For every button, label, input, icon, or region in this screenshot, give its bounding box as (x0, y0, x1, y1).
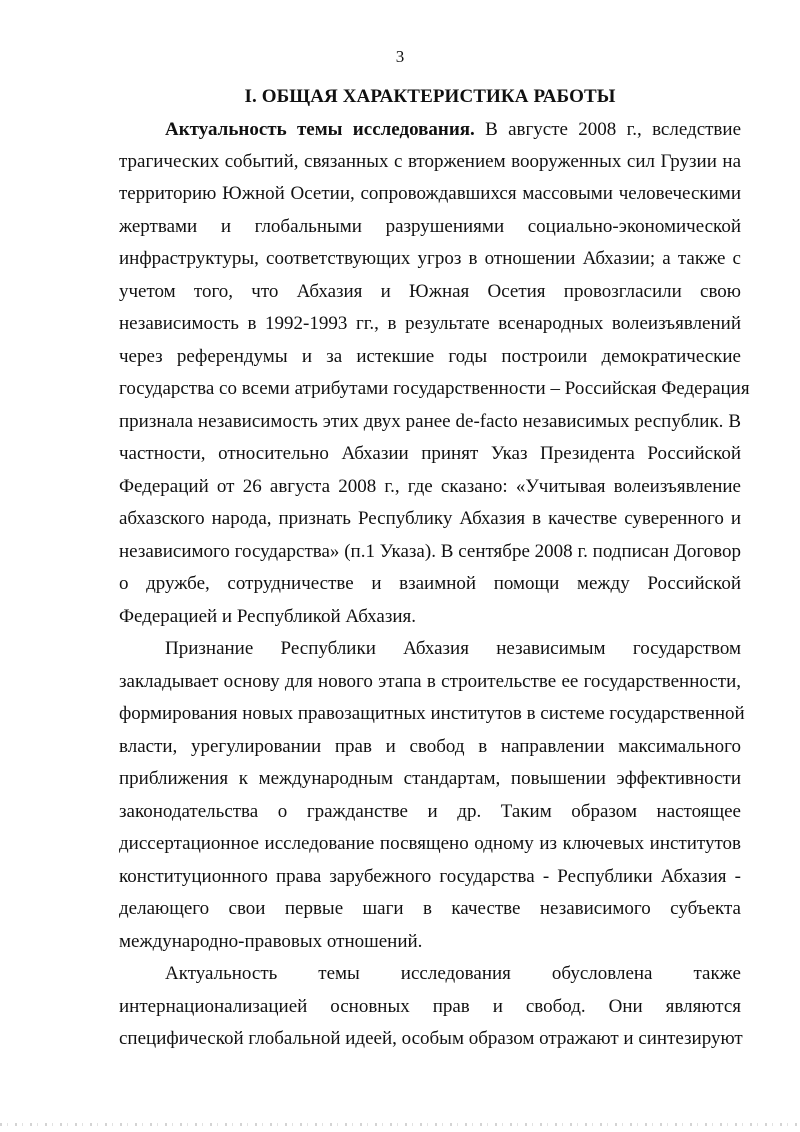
page-number: 3 (395, 47, 405, 66)
paragraph-2-line: приближения к международным стандартам, повышении эффективности (119, 768, 741, 789)
paragraph-1-last-line: Федерацией и Республикой Абхазия. (119, 606, 416, 627)
paragraph-2-line: законодательства о гражданстве и др. Таким образом настоящее (119, 801, 741, 822)
paragraph-1-line: независимого государства» (п.1 Указа). В сентябре 2008 г. подписан Договор (119, 541, 741, 562)
lead-phrase: Актуальность темы исследования. (165, 119, 475, 140)
paragraph-1-line: жертвами и глобальными разрушениями социально-экономической (119, 216, 741, 237)
section-heading: I. ОБЩАЯ ХАРАКТЕРИСТИКА РАБОТЫ (244, 86, 616, 107)
paragraph-3-line: Актуальность темы исследования обусловлена также (165, 963, 741, 984)
paragraph-1-line: территорию Южной Осетии, сопровождавшихся массовыми человеческими (119, 183, 741, 204)
paragraph-2-line: закладывает основу для нового этапа в строительстве ее государственности, (119, 671, 741, 692)
paragraph-1-line: о дружбе, сотрудничестве и взаимной помощи между Российской (119, 573, 741, 594)
paragraph-2-line: Признание Республики Абхазия независимым государством (165, 638, 741, 659)
paragraph-1-line: через референдумы и за истекшие годы построили демократические (119, 346, 741, 367)
paragraph-1-line: частности, относительно Абхазии принят Указ Президента Российской (119, 443, 741, 464)
paragraph-2-last-line: международно-правовых отношений. (119, 931, 423, 952)
paragraph-1-line: трагических событий, связанных с вторжением вооруженных сил Грузии на (119, 151, 741, 172)
paragraph-2-line: конституционного права зарубежного государства - Республики Абхазия - (119, 866, 741, 887)
first-line-text: В августе 2008 г., вследствие (474, 119, 742, 140)
scan-artifact-strip (0, 1123, 800, 1126)
paragraph-2-line: диссертационное исследование посвящено одному из ключевых институтов (119, 833, 741, 854)
paragraph-1-line: признала независимость этих двух ранее de-facto независимых республик. В (119, 411, 741, 432)
paragraph-1-line: независимость в 1992-1993 гг., в результате всенародных волеизъявлений (119, 313, 741, 334)
paragraph-2-line: формирования новых правозащитных институтов в системе государственной (119, 703, 745, 724)
paragraph-1-line: абхазского народа, признать Республику Абхазия в качестве суверенного и (119, 508, 741, 529)
paragraph-3-line: интернационализацией основных прав и свобод. Они являются (119, 996, 741, 1017)
paragraph-1-line: инфраструктуры, соответствующих угроз в отношении Абхазии; а также с (119, 248, 741, 269)
paragraph-1-line: государства со всеми атрибутами государственности – Российская Федерация (119, 378, 750, 399)
paragraph-3-line: специфической глобальной идеей, особым образом отражают и синтезируют (119, 1028, 743, 1049)
paragraph-1-line: Федераций от 26 августа 2008 г., где сказано: «Учитывая волеизъявление (119, 476, 741, 497)
paragraph-1-line-1 (165, 119, 741, 141)
paragraph-2-line: делающего свои первые шаги в качестве независимого субъекта (119, 898, 741, 919)
paragraph-2-line: власти, урегулировании прав и свобод в направлении максимального (119, 736, 741, 757)
paragraph-1-line: учетом того, что Абхазия и Южная Осетия провозгласили свою (119, 281, 741, 302)
